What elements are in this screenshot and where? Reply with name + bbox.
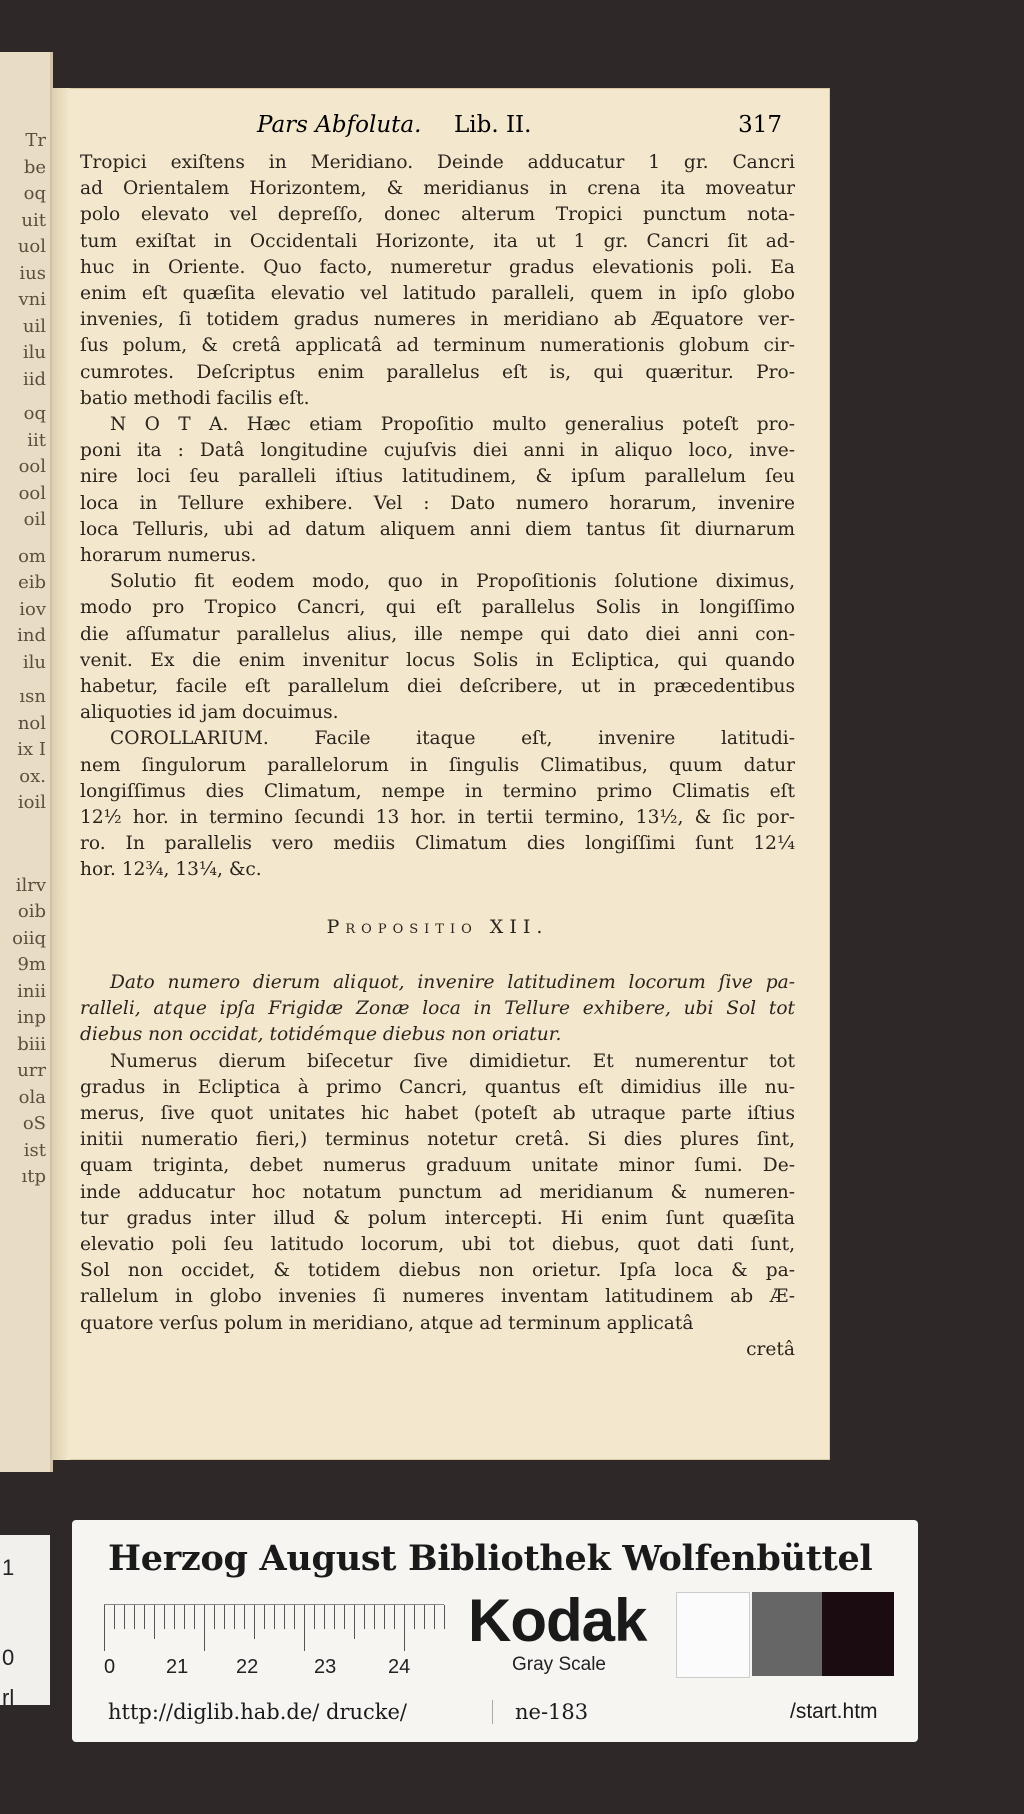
left-page-edge: [0, 52, 53, 1472]
left-page-fragment: biii: [17, 1033, 46, 1055]
text-line: ſus polum, & cretâ applicatâ ad terminum numerationis globum cir-: [80, 335, 795, 357]
left-page-fragment: ool: [18, 456, 46, 477]
left-page-fragment: uit: [21, 209, 46, 231]
left-page-fragment: nol: [17, 712, 46, 734]
left-page-fragment: ilu: [22, 651, 46, 673]
left-page-fragment: be: [23, 156, 46, 178]
ruler-tick: [264, 1605, 265, 1629]
text-line: COROLLARIUM. Facile itaque eſt, invenire latitudi-: [110, 728, 795, 750]
text-line: ro. In parallelis vero mediis Climatum dies longiſſimi ſunt 12¼: [80, 833, 795, 855]
body-text: [80, 150, 795, 1363]
text-line: cumrotes. Deſcriptus enim parallelus eſt is, qui quæritur. Pro-: [80, 361, 795, 383]
book-page: [52, 88, 830, 1460]
left-page-fragment: vni: [18, 289, 46, 310]
ruler-tick: [354, 1605, 355, 1639]
header-lib: Lib. II.: [454, 112, 532, 138]
left-page-fragment: om: [18, 545, 46, 567]
left-label-edge: [0, 1535, 50, 1710]
enunciation-line: ralleli, atque ipſa Frigidæ Zonæ loca in Tellure exhibere, ubi Sol tot: [80, 998, 795, 1020]
ruler-tick: [194, 1605, 195, 1629]
left-page-fragment: ox.: [19, 765, 46, 787]
left-page-fragment: ısn: [19, 686, 46, 707]
running-header: [52, 112, 830, 142]
ruler-tick: [174, 1605, 175, 1629]
ruler-tick: [424, 1605, 425, 1629]
left-page-fragment: iid: [22, 368, 46, 390]
text-line: nem ſingulorum parallelorum in ſingulis Climatibus, quum datur: [80, 754, 795, 776]
ruler-tick: [234, 1605, 235, 1629]
ruler-tick: [154, 1605, 155, 1639]
ruler-tick: [114, 1605, 115, 1629]
ruler-label: 0: [104, 1656, 116, 1678]
ruler-label: 24: [388, 1656, 411, 1678]
text-line: die aſſumatur parallelus alius, ille nempe qui dato diei anni con-: [80, 623, 795, 645]
ruler-tick: [444, 1605, 445, 1629]
text-line: inde adducatur hoc notatum punctum ad meridianum & numeren-: [80, 1181, 795, 1203]
ruler-tick: [384, 1605, 385, 1629]
left-label-fragment: rl: [2, 1685, 15, 1710]
left-page-fragment: ilu: [22, 342, 46, 363]
library-label: [72, 1520, 918, 1742]
left-page-fragment: ilrv: [15, 874, 46, 896]
gray-scale-caption: Gray Scale: [512, 1654, 606, 1675]
gray-swatch: [752, 1592, 822, 1676]
page-gutter: [52, 88, 70, 1460]
library-name: Herzog August Bibliothek Wolfenbüttel: [108, 1538, 873, 1579]
ruler-tick: [204, 1605, 205, 1651]
ruler-tick: [334, 1605, 335, 1629]
text-line: huc in Oriente. Quo facto, numeretur gradus elevationis poli. Ea: [80, 256, 795, 278]
ruler-labels: [104, 1656, 464, 1686]
text-line: aliquoties id jam docuimus.: [80, 702, 339, 724]
left-page-fragment: oS: [22, 1113, 46, 1134]
header-title: Pars Abfoluta.: [257, 112, 422, 138]
ruler-tick: [324, 1605, 325, 1629]
left-page-fragment: Tr: [25, 130, 46, 151]
url-prefix: http://diglib.hab.de/ drucke/: [108, 1700, 408, 1724]
left-page-fragment: 9m: [17, 954, 46, 975]
left-page-fragment: ind: [17, 625, 46, 646]
text-line: hor. 12¾, 13¼, &c.: [80, 859, 262, 881]
ruler-label: 21: [166, 1656, 189, 1678]
left-page-fragment: oib: [17, 901, 46, 922]
text-line: tum exiſtat in Occidentali Horizonte, ita ut 1 gr. Cancri ſit ad-: [80, 230, 795, 252]
ruler-tick: [164, 1605, 165, 1629]
text-line: longiſſimus dies Climatum, nempe in termino primo Climatis eſt: [80, 780, 795, 802]
left-page-fragment: oiiq: [12, 927, 46, 949]
catchword: cretâ: [746, 1338, 795, 1360]
left-page-fragment: oil: [23, 509, 46, 530]
left-page-fragment: ioil: [17, 792, 46, 813]
left-page-fragment: inp: [17, 1007, 46, 1028]
ruler-tick: [374, 1605, 375, 1629]
ruler-label: 22: [236, 1656, 259, 1678]
ruler-tick: [274, 1605, 275, 1629]
ruler-tick: [144, 1605, 145, 1629]
ruler-tick: [314, 1605, 315, 1629]
black-swatch: [822, 1592, 894, 1676]
ruler-tick: [224, 1605, 225, 1629]
text-line: Solutio fit eodem modo, quo in Propoſitionis ſolutione diximus,: [110, 571, 795, 593]
text-line: ad Orientalem Horizontem, & meridianus in crena ita moveatur: [80, 178, 795, 200]
left-page-fragment: ola: [18, 1086, 46, 1108]
ruler-tick: [284, 1605, 285, 1629]
ruler: [104, 1604, 444, 1653]
left-page-fragment: uil: [22, 315, 46, 337]
ruler-tick: [394, 1605, 395, 1629]
enunciation-line: Dato numero dierum aliquot, invenire latitudinem locorum ſive pa-: [110, 971, 795, 993]
left-label-fragment: 1: [2, 1555, 15, 1580]
left-page-fragment: uol: [17, 236, 46, 257]
ruler-tick: [244, 1605, 245, 1629]
left-page-fragment: urr: [17, 1060, 46, 1081]
text-line: quatore verſus polum in meridiano, atque ad terminum applicatâ: [80, 1312, 694, 1334]
text-line: rallelum in globo invenies ſi numeres inventam latitudinem ab Æ-: [80, 1286, 795, 1308]
ruler-tick: [104, 1605, 105, 1651]
left-page-fragment: oq: [23, 403, 46, 424]
ruler-tick: [214, 1605, 215, 1629]
text-line: venit. Ex die enim invenitur locus Solis in Ecliptica, qui quando: [80, 649, 795, 671]
text-line: batio methodi facilis eſt.: [80, 387, 310, 409]
ruler-tick: [364, 1605, 365, 1629]
text-line: elevatio poli ſeu latitudo locorum, ubi tot diebus, quot dati ſunt,: [80, 1233, 795, 1255]
ruler-tick: [344, 1605, 345, 1629]
text-line: habetur, facile eſt parallelum diei deſcribere, ut in præcedentibus: [80, 676, 795, 698]
ruler-label: 23: [314, 1656, 337, 1678]
url-suffix: /start.htm: [790, 1700, 878, 1723]
enunciation-line: diebus non occidat, totidémque diebus non oriatur.: [80, 1024, 562, 1046]
text-line: enim eſt quæſita elevatio vel latitudo paralleli, quem in ipſo globo: [80, 283, 795, 305]
proposition-heading: Propositio XII.: [326, 915, 549, 938]
ruler-tick: [184, 1605, 185, 1629]
ruler-tick: [254, 1605, 255, 1639]
text-line: N O T A. Hæc etiam Propoſitio multo generalius poteſt pro-: [110, 414, 795, 436]
left-page-fragment: iov: [19, 598, 46, 620]
ruler-tick: [414, 1605, 415, 1629]
left-page-fragment: iit: [27, 429, 46, 451]
ruler-tick: [304, 1605, 305, 1651]
left-page-fragment: ıtp: [21, 1166, 46, 1187]
ruler-tick: [294, 1605, 295, 1629]
ruler-tick: [404, 1605, 405, 1651]
text-line: loca in Tellure exhibere. Vel : Dato numero horarum, invenire: [80, 492, 795, 514]
left-page-fragment: ix I: [17, 739, 46, 760]
kodak-logo: Kodak: [468, 1587, 647, 1654]
ruler-tick: [124, 1605, 125, 1629]
text-line: nire loci ſeu paralleli iſtius latitudinem, & ipſum parallelum ſeu: [80, 466, 795, 488]
text-line: quam triginta, debet numerus graduum unitate minor ſumi. De-: [80, 1155, 795, 1177]
left-page-fragment: ist: [23, 1139, 46, 1161]
shelfmark: ne-183: [492, 1700, 588, 1724]
text-line: gradus in Ecliptica à primo Cancri, quantus eſt dimidius ille nu-: [80, 1076, 795, 1098]
left-label-fragment: 0: [2, 1645, 15, 1670]
text-line: Sol non occidet, & totidem diebus non orietur. Ipſa loca & pa-: [80, 1260, 795, 1282]
text-line: tur gradus inter illud & polum intercepti. Hi enim ſunt quæſita: [80, 1207, 795, 1229]
left-page-fragment: oq: [23, 183, 46, 204]
left-page-fragment: inii: [17, 980, 46, 1002]
ruler-tick: [134, 1605, 135, 1629]
left-page-fragment: ius: [19, 262, 46, 284]
ruler-tick: [434, 1605, 435, 1629]
text-line: merus, ſive quot unitates hic habet (poteſt ab utraque parte iſtius: [80, 1102, 795, 1124]
text-line: 12½ hor. in termino ſecundi 13 hor. in tertii termino, 13½, & ſic por-: [80, 807, 795, 829]
text-line: Tropici exiſtens in Meridiano. Deinde adducatur 1 gr. Cancri: [80, 152, 795, 173]
text-line: poni ita : Datâ longitudine cujuſvis diei anni in aliquo loco, inve-: [80, 440, 795, 462]
text-line: initii numeratio fieri,) terminus notetur cretâ. Si dies plures ſint,: [80, 1129, 795, 1151]
text-line: loca Telluris, ubi ad datum aliquem anni diem tantus ſit diurnarum: [80, 518, 795, 540]
left-page-fragment: ool: [18, 482, 46, 504]
text-line: modo pro Tropico Cancri, qui eſt parallelus Solis in longiſſimo: [80, 597, 795, 619]
text-line: horarum numerus.: [80, 545, 257, 567]
white-swatch: [676, 1592, 750, 1678]
text-line: Numerus dierum biſecetur ſive dimidietur. Et numerentur tot: [110, 1050, 795, 1072]
text-line: polo elevato vel depreſſo, donec alterum Tropici punctum nota-: [80, 204, 795, 226]
text-line: invenies, ſi totidem gradus numeres in meridiano ab Æquatore ver-: [80, 309, 795, 331]
left-page-fragment: eib: [18, 572, 46, 593]
page-number: 317: [738, 112, 782, 138]
